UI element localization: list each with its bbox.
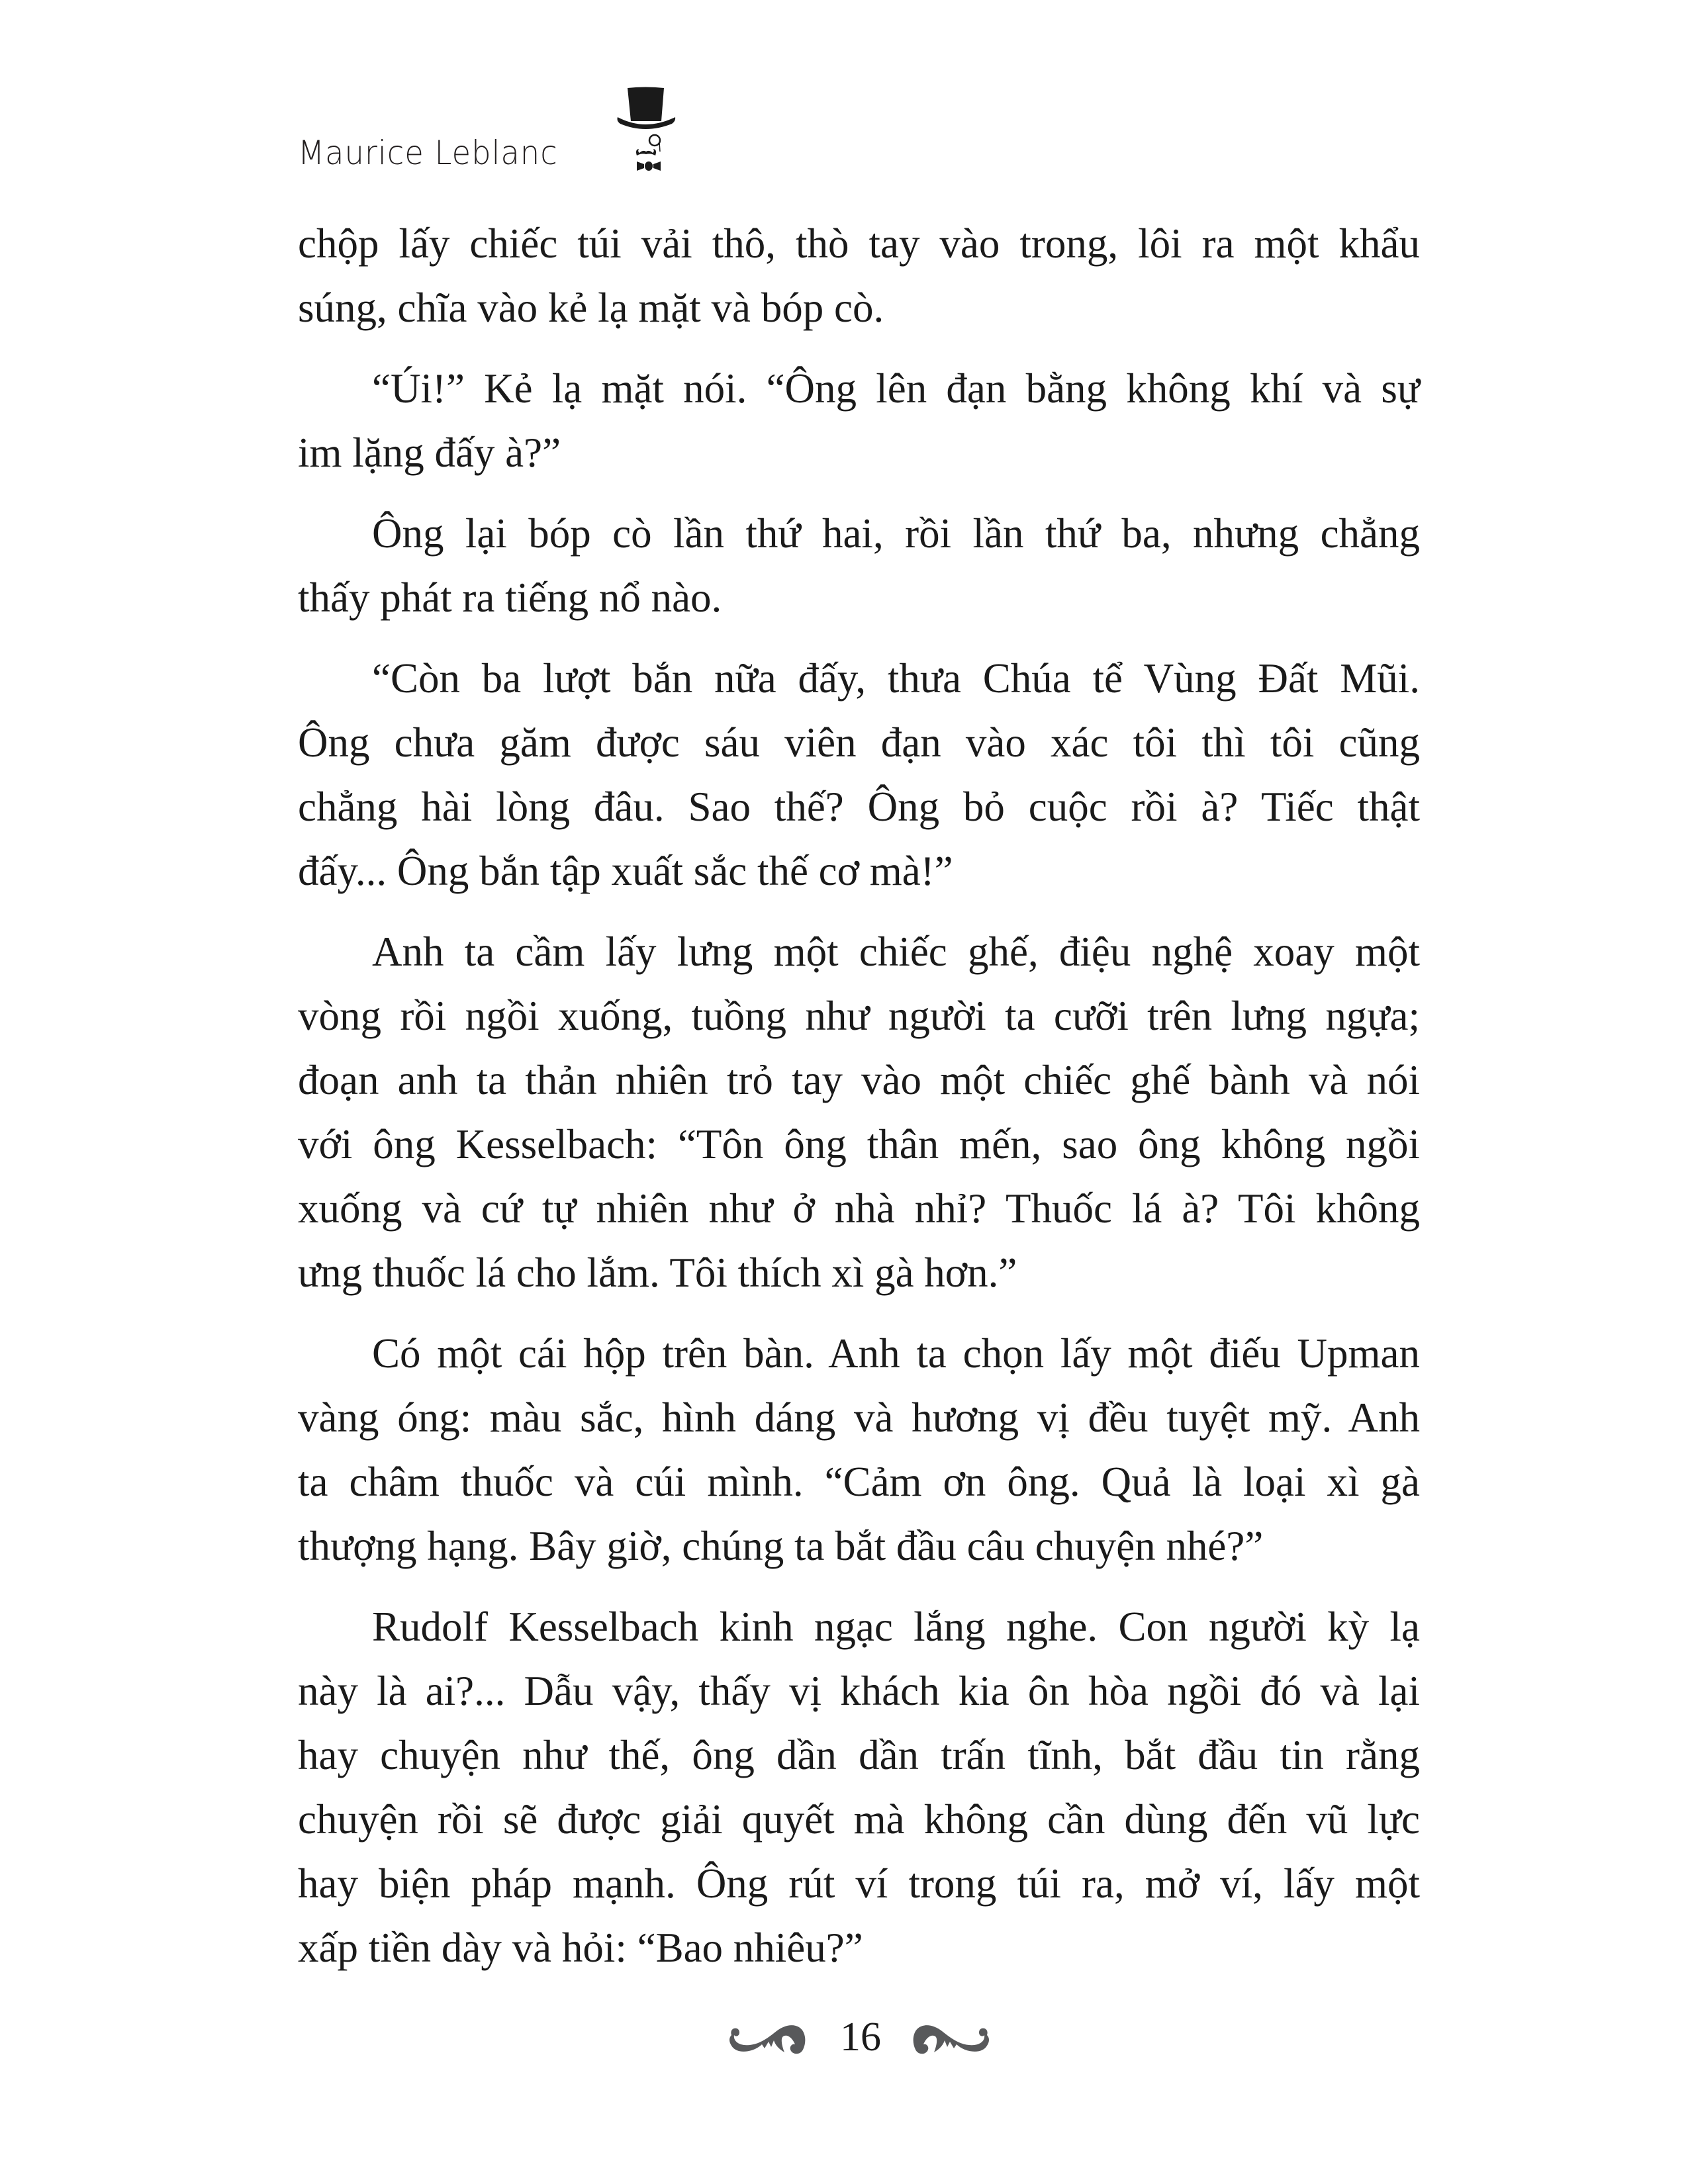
text-line: thấy phát ra tiếng nổ nào. xyxy=(298,574,722,621)
paragraph xyxy=(298,647,1420,903)
running-head-author: Maurice Leblanc xyxy=(298,134,558,172)
text-line: Ông lại bóp cò lần thứ hai, rồi lần thứ ba, nhưng chẳng xyxy=(372,510,1420,557)
paragraph xyxy=(298,1322,1420,1578)
text-line: ta châm thuốc và cúi mình. “Cảm ơn ông. Quả là loại xì gà xyxy=(298,1459,1420,1505)
text-line: Rudolf Kesselbach kinh ngạc lắng nghe. Con người kỳ lạ xyxy=(372,1604,1420,1650)
text-line: Có một cái hộp trên bàn. Anh ta chọn lấy một điếu Upman xyxy=(372,1330,1420,1377)
text-line: hay biện pháp mạnh. Ông rút ví trong túi ra, mở ví, lấy một xyxy=(298,1860,1420,1907)
body-text xyxy=(298,212,1420,1997)
text-line: chẳng hài lòng đâu. Sao thế? Ông bỏ cuộc rồi à? Tiếc thật xyxy=(298,784,1420,830)
text-line: chộp lấy chiếc túi vải thô, thò tay vào trong, lôi ra một khẩu xyxy=(298,220,1420,267)
text-line: “Còn ba lượt bắn nữa đấy, thưa Chúa tể Vùng Đất Mũi. xyxy=(372,655,1420,702)
text-line: hay chuyện như thế, ông dần dần trấn tĩnh, bắt đầu tin rằng xyxy=(298,1732,1420,1778)
text-line: đoạn anh ta thản nhiên trỏ tay vào một chiếc ghế bành và nói xyxy=(298,1057,1420,1103)
page-footer xyxy=(0,2012,1688,2065)
text-line: Anh ta cầm lấy lưng một chiếc ghế, điệu nghệ xoay một xyxy=(372,929,1420,975)
paragraph xyxy=(298,357,1420,485)
text-line: này là ai?... Dẫu vậy, thấy vị khách kia ôn hòa ngồi đó và lại xyxy=(298,1668,1420,1714)
text-line: đấy... Ông bắn tập xuất sắc thế cơ mà!” xyxy=(298,848,953,894)
gentleman-top-hat-monocle-icon xyxy=(612,83,679,175)
paragraph xyxy=(298,1595,1420,1980)
text-line: súng, chĩa vào kẻ lạ mặt và bóp cò. xyxy=(298,285,884,331)
text-line: “Úi!” Kẻ lạ mặt nói. “Ông lên đạn bằng không khí và sự xyxy=(372,365,1420,412)
flourish-scroll-right-icon xyxy=(912,2022,995,2056)
text-line: ưng thuốc lá cho lắm. Tôi thích xì gà hơn.” xyxy=(298,1250,1017,1296)
text-line: với ông Kesselbach: “Tôn ông thân mến, sao ông không ngồi xyxy=(298,1121,1420,1167)
page-number: 16 xyxy=(840,2015,881,2060)
paragraph xyxy=(298,212,1420,340)
text-line: chuyện rồi sẽ được giải quyết mà không cần dùng đến vũ lực xyxy=(298,1796,1420,1843)
text-line: vàng óng: màu sắc, hình dáng và hương vị đều tuyệt mỹ. Anh xyxy=(298,1394,1420,1441)
flourish-scroll-left-icon xyxy=(724,2022,806,2056)
text-line: Ông chưa găm được sáu viên đạn vào xác tôi thì tôi cũng xyxy=(298,719,1420,766)
text-line: thượng hạng. Bây giờ, chúng ta bắt đầu câu chuyện nhé?” xyxy=(298,1523,1264,1569)
text-line: vòng rồi ngồi xuống, tuồng như người ta cưỡi trên lưng ngựa; xyxy=(298,993,1420,1039)
paragraph xyxy=(298,502,1420,630)
text-line: xuống và cứ tự nhiên như ở nhà nhỉ? Thuốc lá à? Tôi không xyxy=(298,1185,1420,1232)
text-line: im lặng đấy à?” xyxy=(298,430,561,476)
paragraph xyxy=(298,920,1420,1305)
text-line: xấp tiền dày và hỏi: “Bao nhiêu?” xyxy=(298,1925,863,1971)
